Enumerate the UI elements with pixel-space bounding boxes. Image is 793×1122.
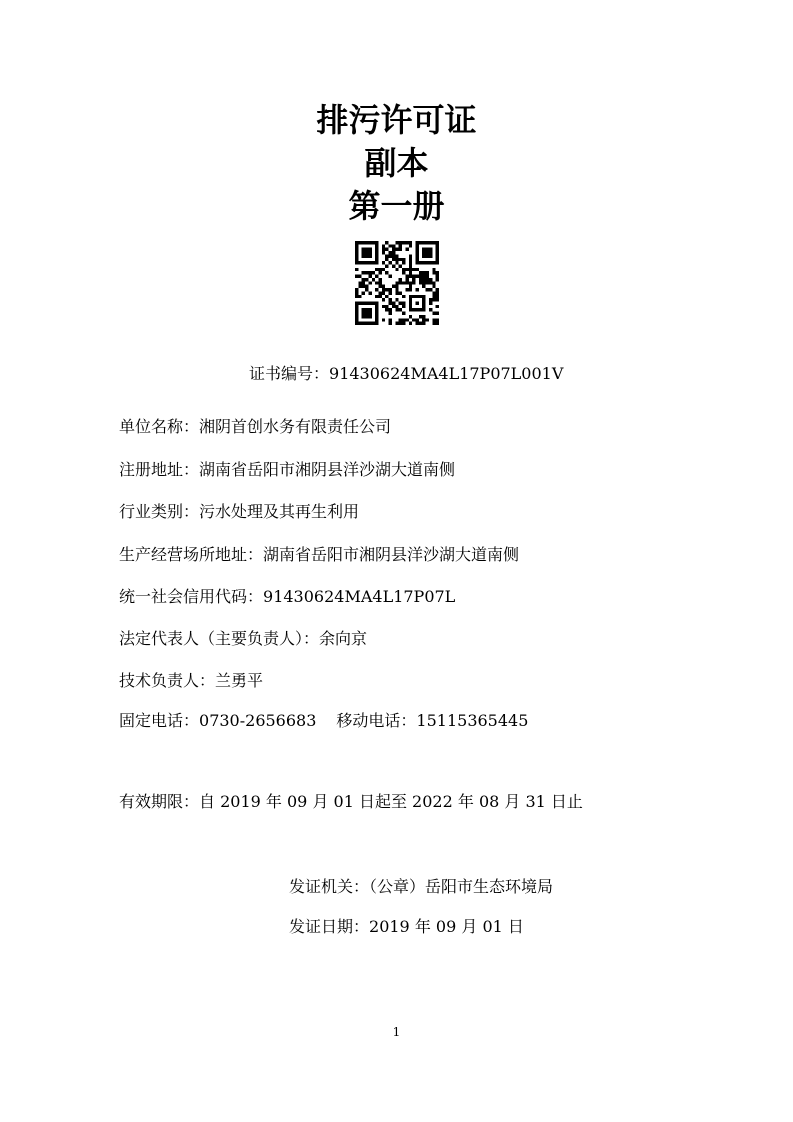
unit-name-row <box>119 415 391 439</box>
credit-code-value: 91430624MA4L17P07L <box>263 587 456 606</box>
technical-lead-row <box>119 669 263 693</box>
mobile-label: 移动电话： <box>336 711 417 730</box>
document-title: 排污许可证 <box>316 101 477 139</box>
legal-representative-row <box>119 627 367 651</box>
page-number: 1 <box>392 1025 401 1039</box>
qr-code-icon <box>355 241 439 325</box>
registered-address-value: 湖南省岳阳市湘阴县洋沙湖大道南侧 <box>199 460 456 479</box>
site-address-row <box>119 543 519 567</box>
credit-code-row <box>119 585 455 609</box>
industry-row <box>119 500 359 524</box>
issue-date-label: 发证日期： <box>289 917 370 936</box>
issue-date-row <box>289 915 524 939</box>
site-address-value: 湖南省岳阳市湘阴县洋沙湖大道南侧 <box>263 545 520 564</box>
industry-value: 污水处理及其再生利用 <box>199 502 360 521</box>
legal-representative-label: 法定代表人（主要负责人）： <box>119 629 320 648</box>
unit-name-value: 湘阴首创水务有限责任公司 <box>199 417 392 436</box>
industry-label: 行业类别： <box>119 502 200 521</box>
phone-value: 0730-2656683 <box>199 711 317 730</box>
mobile-value: 15115365445 <box>416 711 529 730</box>
phone-label: 固定电话： <box>119 711 200 730</box>
registered-address-label: 注册地址： <box>119 460 200 479</box>
issuing-authority-label: 发证机关： <box>289 877 370 896</box>
site-address-label: 生产经营场所地址： <box>119 545 264 564</box>
document-subtitle: 副本 <box>364 144 429 182</box>
contact-row <box>119 709 528 733</box>
validity-label: 有效期限： <box>119 792 200 811</box>
issuing-authority-value: （公章）岳阳市生态环境局 <box>369 877 554 896</box>
issue-date-value: 2019 年 09 月 01 日 <box>369 917 524 936</box>
technical-lead-label: 技术负责人： <box>119 671 216 690</box>
validity-row <box>119 790 583 814</box>
validity-value: 自 2019 年 09 月 01 日起至 2022 年 08 月 31 日止 <box>199 792 583 811</box>
certificate-number-label: 证书编号： <box>249 364 330 383</box>
unit-name-label: 单位名称： <box>119 417 200 436</box>
certificate-number-line <box>249 362 563 386</box>
registered-address-row <box>119 458 455 482</box>
credit-code-label: 统一社会信用代码： <box>119 587 264 606</box>
volume-label: 第一册 <box>348 187 445 225</box>
certificate-number: 91430624MA4L17P07L001V <box>329 364 564 383</box>
technical-lead-value: 兰勇平 <box>215 671 264 690</box>
legal-representative-value: 余向京 <box>319 629 368 648</box>
issuing-authority-row <box>289 875 553 899</box>
